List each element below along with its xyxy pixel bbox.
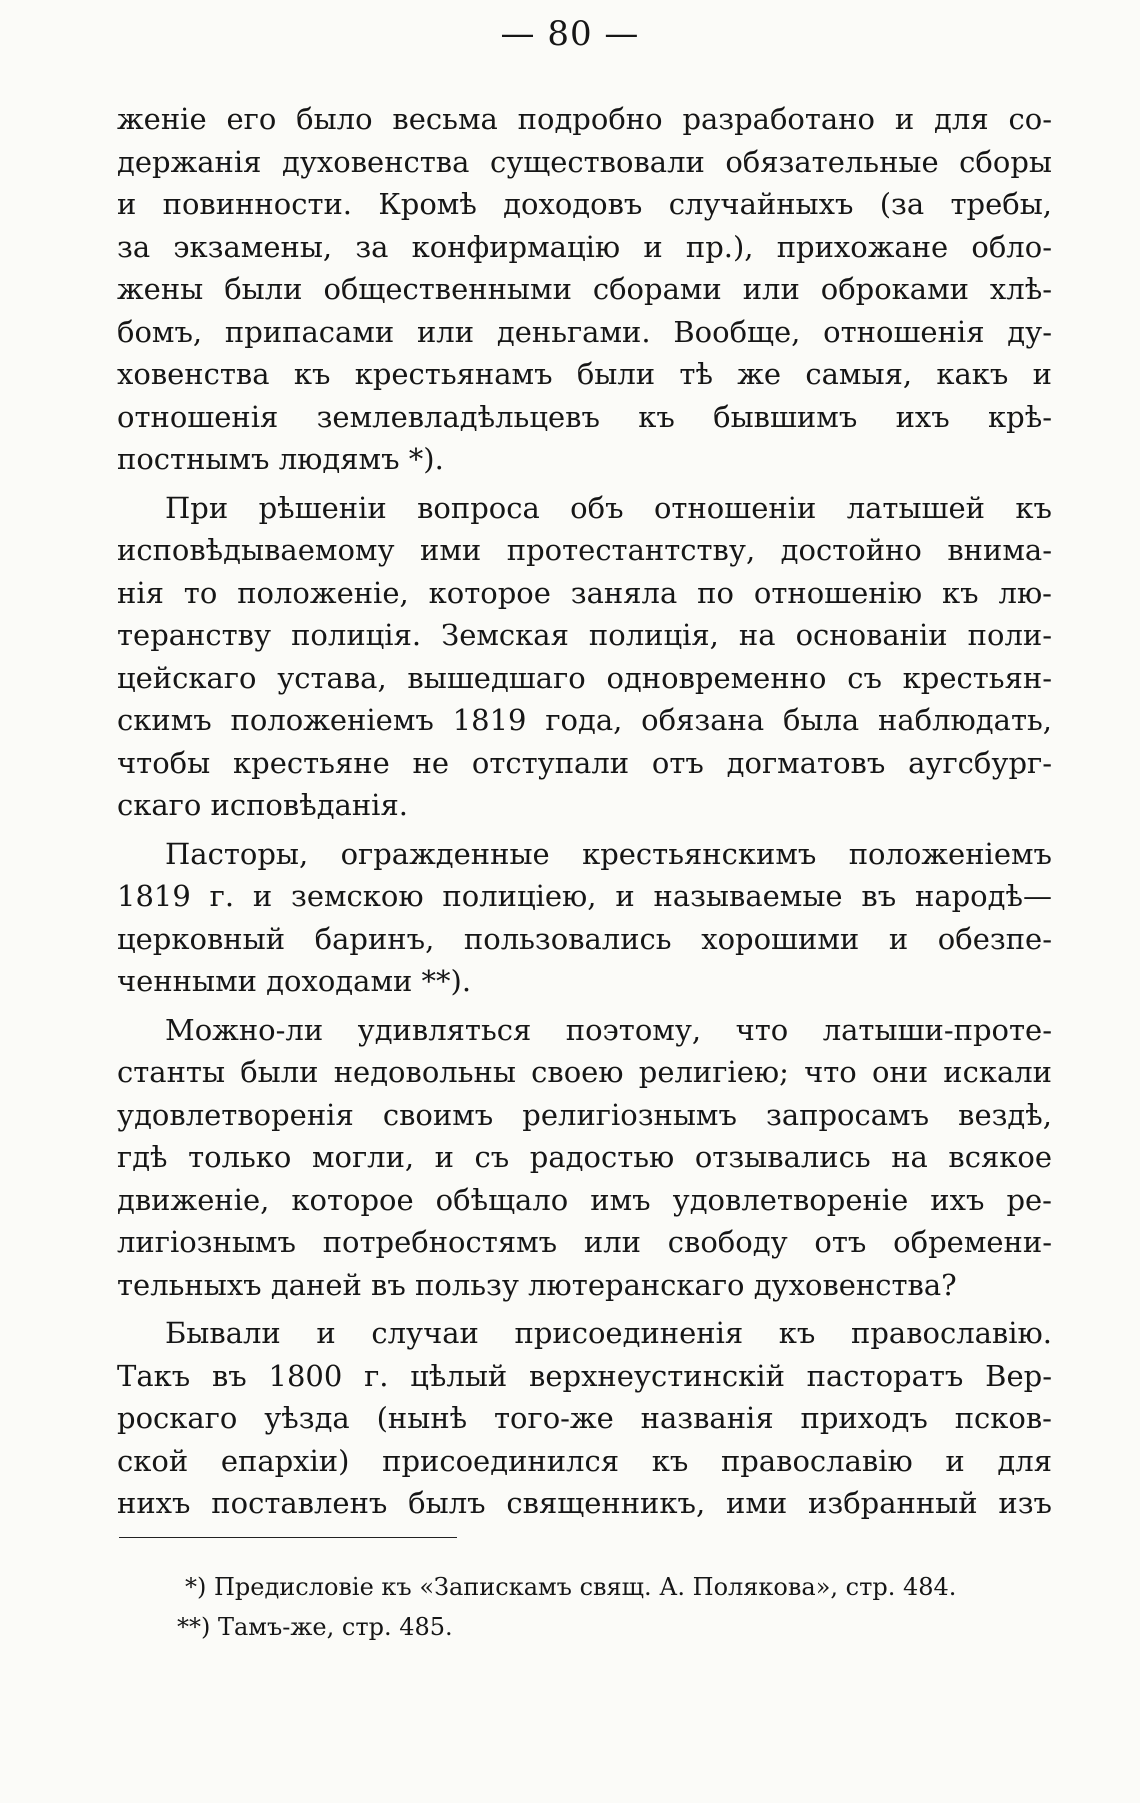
text-line: движеніе, которое обѣщало имъ удовлетвореніе ихъ ре- [117, 1182, 1052, 1217]
text-line: Бывали и случаи присоединенія къ православію. [165, 1316, 1052, 1350]
text-line: держанія духовенства существовали обязательные сборы [117, 144, 1052, 179]
text-line: При рѣшеніи вопроса объ отношеніи латышей къ [165, 490, 1052, 525]
text-line: чтобы крестьяне не отступали отъ догматовъ аугсбург- [117, 745, 1052, 780]
text-line: гдѣ только могли, и съ радостью отзывались на всякое [117, 1140, 1052, 1174]
text-line: нія то положеніе, которое заняла по отношенію къ лю- [117, 575, 1052, 610]
text-line: жены были общественными сборами или оброками хлѣ- [117, 272, 1052, 306]
page-number: — 80 — [500, 14, 640, 54]
text-line: ченными доходами **). [117, 964, 472, 998]
text-line: Пасторы, огражденные крестьянскимъ положеніемъ [165, 836, 1052, 871]
text-line: ской епархіи) присоединился къ православію и для [117, 1443, 1052, 1478]
text-line: ховенства къ крестьянамъ были тѣ же самыя, какъ и [117, 357, 1052, 391]
body-text [117, 98, 1052, 1525]
text-line: нихъ поставленъ былъ священникъ, ими избранный изъ [117, 1486, 1052, 1520]
text-line: отношенія землевладѣльцевъ къ бывшимъ ихъ крѣ- [117, 399, 1052, 434]
text-line: Такъ въ 1800 г. цѣлый верхнеустинскій пасторатъ Вер- [117, 1358, 1052, 1393]
footnote-divider [119, 1537, 457, 1538]
footnotes [117, 1567, 1052, 1647]
text-line: тельныхъ даней въ пользу лютеранскаго духовенства? [117, 1267, 957, 1302]
footnote-1: *) Предисловіе къ «Запискамъ свящ. А. Полякова», стр. 484. [185, 1573, 957, 1601]
text-line: скаго исповѣданія. [117, 788, 408, 822]
text-line: Можно-ли удивляться поэтому, что латыши-проте- [165, 1012, 1052, 1047]
text-line: бомъ, припасами или деньгами. Вообще, отношенія ду- [117, 314, 1052, 349]
footnote-2: **) Тамъ-же, стр. 485. [177, 1613, 453, 1641]
text-line: цейскаго устава, вышедшаго одновременно съ крестьян- [117, 660, 1052, 695]
text-line: теранству полиція. Земская полиція, на основаніи поли- [117, 618, 1052, 652]
text-line: и повинности. Кромѣ доходовъ случайныхъ (за требы, [117, 187, 1052, 221]
text-line: за экзамены, за конфирмацію и пр.), прихожане обло- [117, 229, 1052, 264]
text-line: роскаго уѣзда (нынѣ того-же названія приходъ псков- [117, 1401, 1052, 1435]
text-line: скимъ положеніемъ 1819 года, обязана была наблюдать, [117, 703, 1052, 737]
text-line: женіе его было весьма подробно разработано и для со- [117, 102, 1052, 136]
text-line: церковный баринъ, пользовались хорошими и обезпе- [117, 921, 1052, 956]
text-line: удовлетворенія своимъ религіознымъ запросамъ вездѣ, [117, 1097, 1052, 1132]
text-line: исповѣдываемому ими протестантству, достойно внима- [117, 533, 1052, 567]
text-line: лигіознымъ потребностямъ или свободу отъ обремени- [117, 1225, 1052, 1259]
text-line: постнымъ людямъ *). [117, 442, 444, 476]
text-line: 1819 г. и земскою полиціею, и называемые въ народѣ— [117, 879, 1052, 913]
text-line: станты были недовольны своею религіею; что они искали [117, 1055, 1052, 1089]
